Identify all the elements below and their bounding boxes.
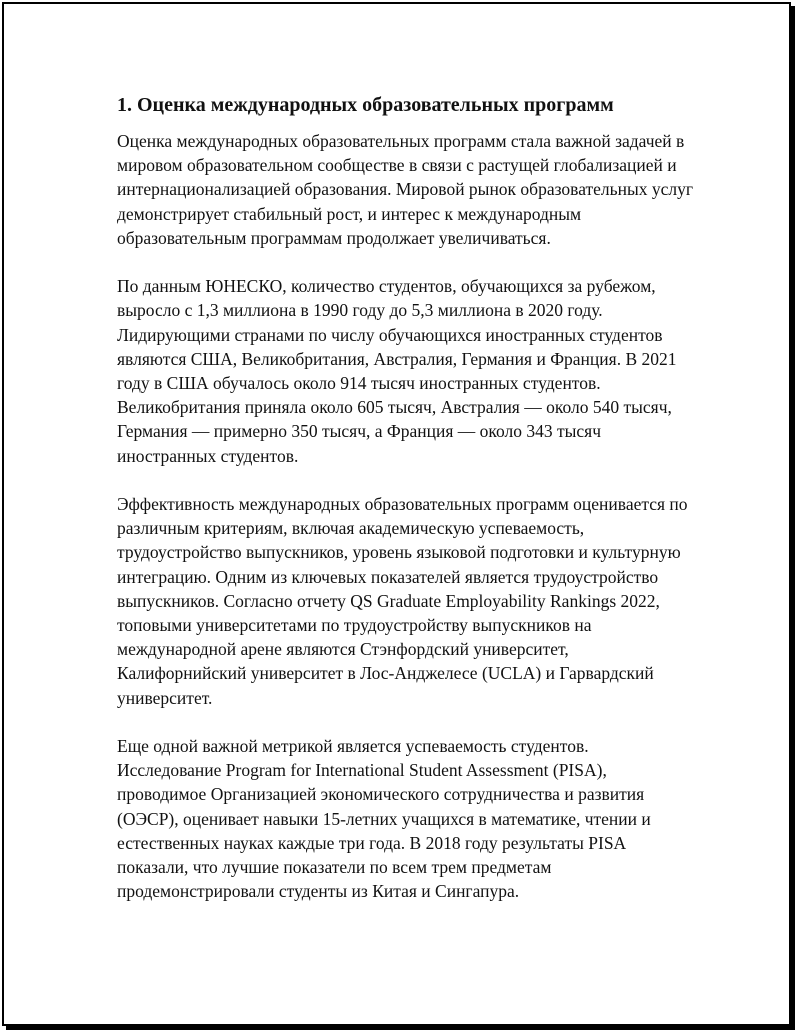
paragraph-effectiveness-criteria: Эффективность международных образовательных программ оценивается по различным критериям, включая академическую успеваемость, трудоустройство выпускников, уровень языковой подготовки и культурную интеграцию. Одним из ключевых показателей является трудоустройство выпускников. Согласно отчету QS Graduate Employability Rankings 2022, топовыми университетами по трудоустройству выпускников на международной арене являются Стэнфордский университет, Калифорнийский университет в Лос-Анджелесе (UCLA) и Гарвардский университет. (117, 494, 688, 708)
section-heading: 1. Оценка международных образовательных программ (117, 94, 614, 116)
document-body (117, 92, 695, 928)
paragraph-unesco-statistics: По данным ЮНЕСКО, количество студентов, обучающихся за рубежом, выросло с 1,3 миллиона в 1990 году до 5,3 миллиона в 2020 году. Лидирующими странами по числу обучающихся иностранных студентов являются США, Великобритания, Австралия, Германия и Франция. В 2021 году в США обучалось около 914 тысяч иностранных студентов. Великобритания приняла около 605 тысяч, Австралия — около 540 тысяч, Германия — примерно 350 тысяч, а Франция — около 343 тысяч иностранных студентов. (117, 276, 677, 466)
paragraph-pisa: Еще одной важной метрикой является успеваемость студентов. Исследование Program for International Student Assessment (PISA), проводимое Организацией экономического сотрудничества и развития (ОЭСР), оценивает навыки 15-летних учащихся в математике, чтении и естественных науках каждые три года. В 2018 году результаты PISA показали, что лучшие показатели по всем трем предметам продемонстрировали студенты из Китая и Сингапура. (117, 736, 651, 902)
paragraph-intro: Оценка международных образовательных программ стала важной задачей в мировом образовательном сообществе в связи с растущей глобализацией и интернационализацией образования. Мировой рынок образовательных услуг демонстрирует стабильный рост, и интерес к международным образовательным программам продолжает увеличиваться. (117, 131, 694, 248)
